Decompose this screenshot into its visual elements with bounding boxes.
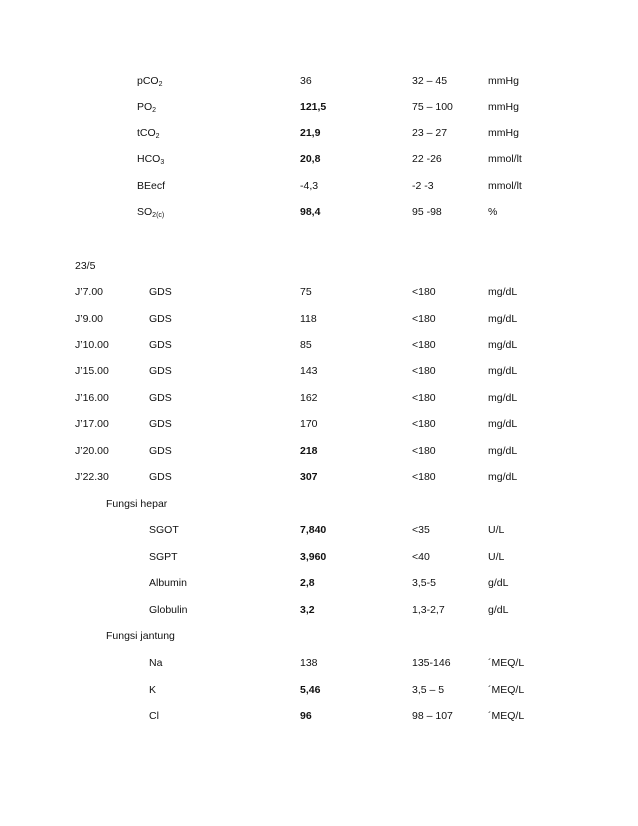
- reference-range: <180: [412, 313, 436, 325]
- reference-range: 22 -26: [412, 153, 442, 165]
- reference-range: <180: [412, 339, 436, 351]
- reference-range: 3,5 – 5: [412, 684, 445, 696]
- reference-range: 1,3-2,7: [412, 604, 445, 616]
- unit: U/L: [488, 551, 505, 563]
- test-name: BEecf: [137, 180, 166, 192]
- table-row: [0, 522, 638, 538]
- test-name: GDS: [149, 286, 172, 298]
- test-name: tCO$_2$: [137, 127, 160, 140]
- table-row: [0, 204, 638, 220]
- section-heading-row: [0, 496, 638, 512]
- table-row: [0, 311, 638, 327]
- table-row: [0, 655, 638, 671]
- reference-range: <180: [412, 365, 436, 377]
- table-row: [0, 125, 638, 141]
- test-name: pCO$_2$: [137, 75, 163, 88]
- unit: ´MEQ/L: [488, 710, 525, 722]
- test-value: 2,8: [300, 577, 315, 589]
- test-name: $PO_2$: [137, 101, 157, 114]
- table-row: [0, 178, 638, 194]
- test-name: GDS: [149, 313, 172, 325]
- table-row: [0, 363, 638, 379]
- test-value: 121,5: [300, 101, 327, 113]
- test-value: 118: [300, 313, 317, 325]
- unit: mg/dL: [488, 471, 518, 483]
- unit: %: [488, 206, 498, 218]
- table-row: [0, 73, 638, 89]
- date-row: [0, 258, 638, 274]
- section-heading: Fungsi hepar: [106, 498, 168, 510]
- unit: mg/dL: [488, 392, 518, 404]
- test-name: SGPT: [149, 551, 178, 563]
- unit: mmHg: [488, 75, 519, 87]
- table-row: [0, 443, 638, 459]
- reference-range: 135-146: [412, 657, 451, 669]
- test-name: GDS: [149, 365, 172, 377]
- test-name: GDS: [149, 418, 172, 430]
- reference-range: -2 -3: [412, 180, 434, 192]
- test-name: K: [149, 684, 157, 696]
- reference-range: <180: [412, 286, 436, 298]
- unit: mmHg: [488, 127, 519, 139]
- reference-range: 32 – 45: [412, 75, 448, 87]
- test-value: 96: [300, 710, 312, 722]
- table-row: [0, 284, 638, 300]
- section-heading: Fungsi jantung: [106, 630, 175, 642]
- test-value: 7,840: [300, 524, 327, 536]
- time-label: J’10.00: [75, 339, 109, 351]
- time-label: J’7.00: [75, 286, 104, 298]
- test-value: 36: [300, 75, 312, 87]
- test-name: $HCO_3$: [137, 153, 165, 166]
- reference-range: <180: [412, 418, 436, 430]
- reference-range: <180: [412, 471, 436, 483]
- unit: mg/dL: [488, 286, 518, 298]
- test-name: Na: [149, 657, 163, 669]
- test-value: 138: [300, 657, 318, 669]
- table-row: [0, 151, 638, 167]
- time-label: J’20.00: [75, 445, 109, 457]
- test-name: Globulin: [149, 604, 188, 616]
- unit: mg/dL: [488, 445, 518, 457]
- unit: ´MEQ/L: [488, 684, 525, 696]
- unit: mg/dL: [488, 418, 518, 430]
- unit: mg/dL: [488, 339, 518, 351]
- test-name: GDS: [149, 445, 172, 457]
- table-row: [0, 602, 638, 618]
- test-value: 162: [300, 392, 318, 404]
- test-name: SGOT: [149, 524, 179, 536]
- test-value: 3,2: [300, 604, 315, 616]
- test-name: $SO_{2(c)}$: [137, 206, 165, 219]
- unit: g/dL: [488, 604, 509, 616]
- time-label: J’22.30: [75, 471, 109, 483]
- test-value: 20,8: [300, 153, 321, 165]
- reference-range: <40: [412, 551, 430, 563]
- table-row: [0, 549, 638, 565]
- reference-range: 23 – 27: [412, 127, 448, 139]
- unit: mmHg: [488, 101, 519, 113]
- table-row: [0, 708, 638, 724]
- test-value: 307: [300, 471, 318, 483]
- test-name: Cl: [149, 710, 159, 722]
- reference-range: <180: [412, 445, 436, 457]
- test-value: 98,4: [300, 206, 321, 218]
- test-value: 5,46: [300, 684, 321, 696]
- section-heading-row: [0, 628, 638, 644]
- test-name: GDS: [149, 471, 172, 483]
- reference-range: <180: [412, 392, 436, 404]
- unit: U/L: [488, 524, 505, 536]
- reference-range: 98 – 107: [412, 710, 453, 722]
- test-value: 143: [300, 365, 318, 377]
- table-row: [0, 337, 638, 353]
- test-value: 170: [300, 418, 318, 430]
- reference-range: 95 -98: [412, 206, 442, 218]
- time-label: J’16.00: [75, 392, 109, 404]
- table-row: [0, 99, 638, 115]
- reference-range: <35: [412, 524, 430, 536]
- reference-range: 75 – 100: [412, 101, 453, 113]
- test-name: Albumin: [149, 577, 187, 589]
- unit: mmol/lt: [488, 180, 522, 192]
- test-value: 218: [300, 445, 318, 457]
- table-row: [0, 469, 638, 485]
- time-label: J’17.00: [75, 418, 109, 430]
- unit: mg/dL: [488, 365, 518, 377]
- unit: g/dL: [488, 577, 509, 589]
- test-value: 75: [300, 286, 312, 298]
- time-label: J’15.00: [75, 365, 109, 377]
- unit: ´MEQ/L: [488, 657, 525, 669]
- test-value: 85: [300, 339, 312, 351]
- time-label: J’9.00: [75, 313, 104, 325]
- table-row: [0, 575, 638, 591]
- test-value: 3,960: [300, 551, 327, 563]
- unit: mg/dL: [488, 313, 518, 325]
- test-value: -4,3: [300, 180, 319, 192]
- reference-range: 3,5-5: [412, 577, 436, 589]
- table-row: [0, 390, 638, 406]
- date-label: 23/5: [75, 260, 96, 272]
- test-name: GDS: [149, 339, 172, 351]
- test-name: GDS: [149, 392, 172, 404]
- test-value: 21,9: [300, 127, 321, 139]
- table-row: [0, 682, 638, 698]
- unit: mmol/lt: [488, 153, 522, 165]
- table-row: [0, 416, 638, 432]
